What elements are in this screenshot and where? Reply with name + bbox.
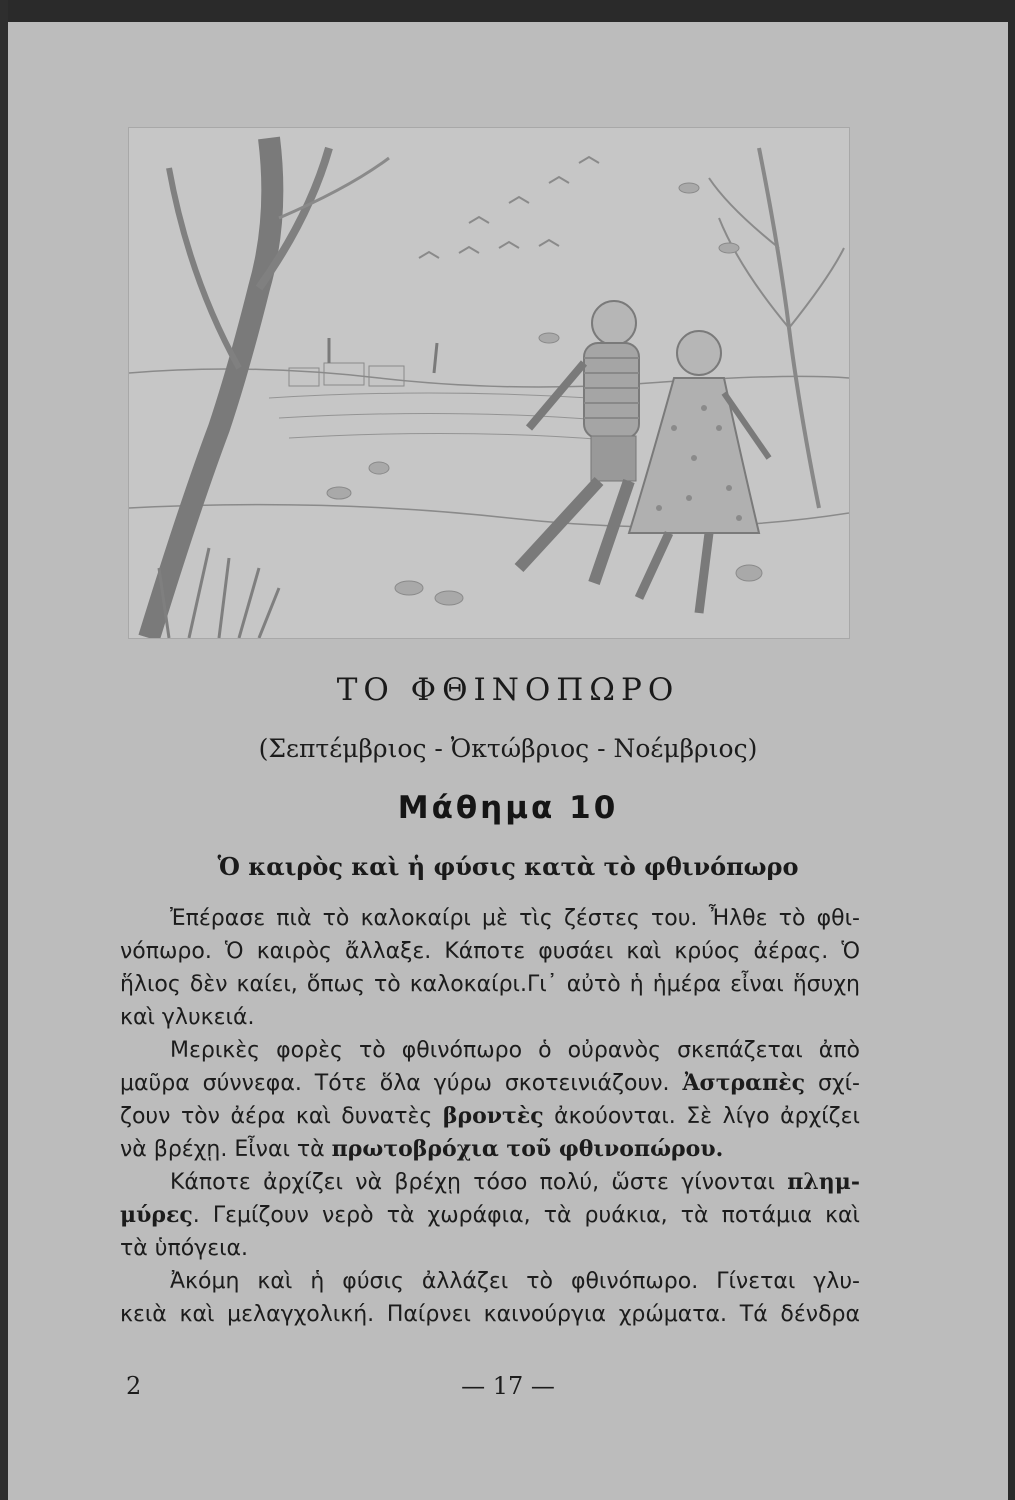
text-line: [120, 1199, 860, 1232]
bold-term: πρωτοβρόχια τοῦ φθινοπώρου.: [331, 1136, 724, 1162]
bold-term: Ἀστραπὲς: [682, 1070, 805, 1096]
text-run: μαῦρα σύννεφα. Τότε ὅλα γύρω σκοτεινιάζουν.: [120, 1071, 683, 1096]
page-edge: [0, 0, 8, 1500]
chapter-title: ΤΟ ΦΘΙΝΟΠΩΡΟ: [336, 672, 680, 708]
text-line: Ἐπέρασε πιὰ τὸ καλοκαίρι μὲ τὶς ζέστες του. Ἦλθε τὸ φθι-: [170, 906, 860, 931]
text-line: [120, 1067, 860, 1100]
text-line: [120, 1133, 860, 1166]
lesson-number: Μάθημα 10: [397, 790, 619, 826]
text-line: [120, 1100, 860, 1133]
chapter-months: (Σεπτέμβριος - Ὀκτώβριος - Νοέμβριος): [258, 734, 758, 763]
text-line: [120, 1166, 860, 1199]
autumn-illustration: [128, 127, 850, 639]
page-number: — 17 —: [461, 1372, 555, 1400]
lesson-text: [120, 902, 860, 1331]
text-line: νόπωρο. Ὁ καιρὸς ἄλλαξε. Κάποτε φυσάει καὶ κρύος ἀέρας. Ὁ: [120, 939, 860, 964]
bold-term: πλημ-: [787, 1169, 860, 1195]
children-in-wind-drawing: [129, 128, 849, 638]
bold-term: μύρες: [120, 1202, 193, 1228]
text-line: Μερικὲς φορὲς τὸ φθινόπωρο ὁ οὐρανὸς σκεπάζεται ἀπὸ: [170, 1038, 860, 1063]
text-run: Κάποτε ἀρχίζει νὰ βρέχῃ τόσο πολύ, ὥστε γίνονται: [170, 1170, 788, 1195]
text-line: τὰ ὑπόγεια.: [120, 1236, 249, 1261]
book-page: [8, 22, 1008, 1500]
text-line: ἥλιος δὲν καίει, ὅπως τὸ καλοκαίρι.Γι᾽ αὐτὸ ἡ ἡμέρα εἶναι ἥσυχη: [120, 972, 860, 997]
text-line: κειὰ καὶ μελαγχολική. Παίρνει καινούργια χρώματα. Τά δένδρα: [120, 1302, 860, 1327]
text-line: Ἀκόμη καὶ ἡ φύσις ἀλλάζει τὸ φθινόπωρο. Γίνεται γλυ-: [170, 1269, 860, 1294]
signature-mark: 2: [126, 1372, 142, 1400]
text-run: ζουν τὸν ἀέρα καὶ δυνατὲς: [120, 1104, 443, 1129]
bold-term: βροντὲς: [442, 1103, 544, 1129]
text-run: νὰ βρέχῃ. Εἶναι τὰ: [120, 1137, 332, 1162]
text-line: καὶ γλυκειά.: [120, 1005, 255, 1030]
text-run: σχί-: [804, 1071, 860, 1096]
text-run: . Γεμίζουν νερὸ τὰ χωράφια, τὰ ρυάκια, τὰ ποτάμια καὶ: [192, 1203, 860, 1228]
lesson-heading: Ὁ καιρὸς καὶ ἡ φύσις κατὰ τὸ φθινόπωρο: [217, 852, 799, 881]
text-run: ἀκούονται. Σὲ λίγο ἀρχίζει: [543, 1104, 860, 1129]
